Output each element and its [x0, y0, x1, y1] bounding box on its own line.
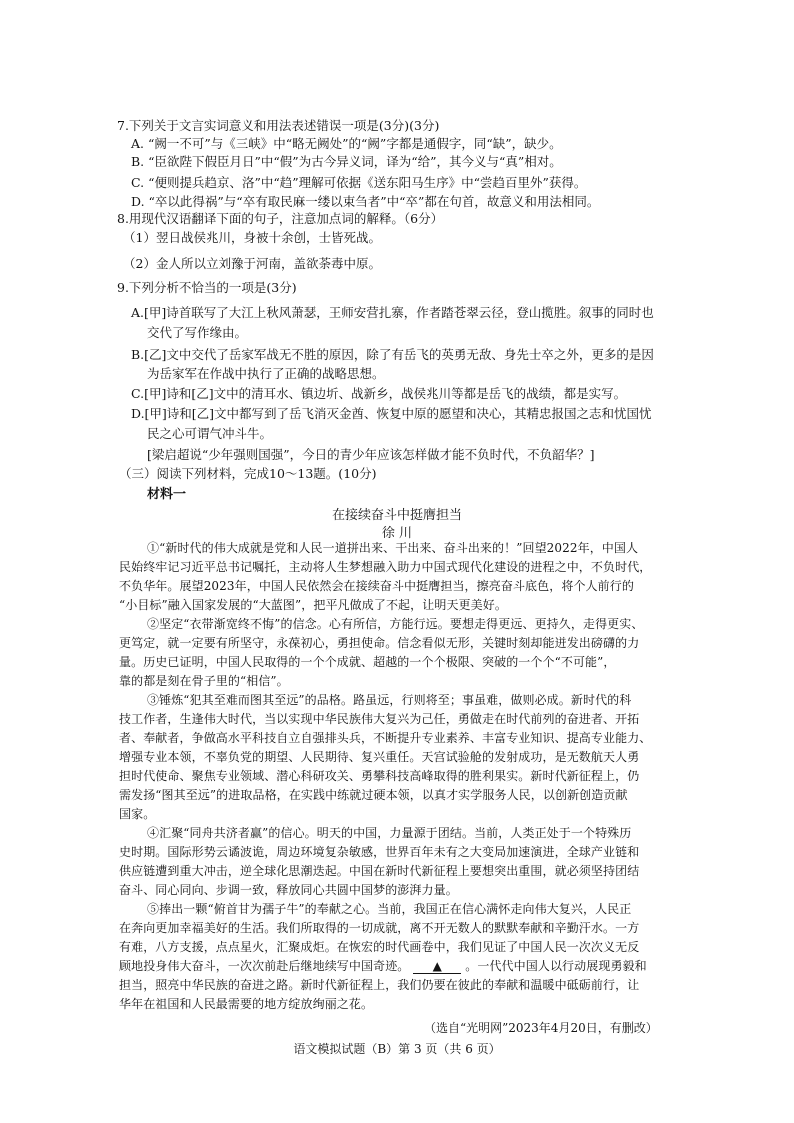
article-line: 。一代代中国人以行动展现勇毅和	[465, 959, 647, 973]
article-line: “小目标”融入国家发展的“大蓝图”，把平凡做成了不起，让明天更美好。	[119, 598, 507, 612]
question-7-option-c: C. “便则提兵趋京、洛”中“趋”理解可依据《送东阳马生序》中“尝趋百里外”获得。	[131, 175, 587, 190]
article-line: ②坚定“衣带渐宽终不悔”的信念。心有所信，方能行远。要想走得更远、更持久，走得更实、	[147, 617, 644, 631]
part-three-heading: （三）阅读下列材料，完成10～13题。(10分)	[119, 466, 377, 481]
article-line: 华年在祖国和人民最需要的地方绽放绚丽之花。	[119, 997, 374, 1011]
article-line: 担时代使命、聚焦专业领域、潜心科研攻关、勇攀科技高峰取得的胜利果实。新时代新征程上，仍	[119, 769, 640, 783]
question-9-option-c: C.[甲]诗和[乙]文中的清耳水、镇边圻、战新乡，战侯兆川等都是岳飞的战绩，都是实写。	[131, 386, 627, 401]
article-line: 史时期。国际形势云谲波诡，周边环境复杂敏感，世界百年未有之大变局加速演进，全球产业链和	[119, 845, 640, 859]
article-line: 供应链遭到重大冲击，逆全球化思潮迭起。中国在新时代新征程上要想突出重围，就必须坚持团结	[119, 864, 640, 878]
article-line: 靠的都是刻在骨子里的“相信”。	[119, 674, 289, 688]
page-footer: 语文模拟试题（B）第 3 页（共 6 页）	[293, 1042, 501, 1056]
article-line: 需发扬“图其至远”的进取品格，在实践中练就过硬本领，以真才实学服务人民，以创新创造贡献	[119, 788, 628, 802]
article-line: ④汇聚“同舟共济者赢”的信心。明天的中国，力量源于团结。当前，人类正处于一个特殊历	[147, 826, 632, 840]
writing-prompt: [梁启超说“少年强则国强”，今日的青少年应该怎样做才能不负时代，不负韶华？]	[147, 447, 595, 462]
question-7-option-a: A. “阙一不可”与《三峡》中“略无阙处”的“阙”字都是通假字，同“缺”，缺少。	[131, 136, 562, 151]
article-line: 技工作者，生逢伟大时代，当以实现中华民族伟大复兴为己任，勇做走在时代前列的奋进者、开拓	[119, 712, 640, 726]
question-9-option-a-line1: A.[甲]诗首联写了大江上秋风萧瑟，王师安营扎寨，作者踏苍翠云径，登山揽胜。叙事的同时也	[131, 305, 654, 320]
question-9-option-b-line2: 为岳家军在作战中执行了正确的战略思想。	[147, 366, 385, 381]
article-line-with-blank	[119, 958, 647, 974]
article-title: 在接续奋斗中挺膺担当	[331, 508, 462, 523]
answer-blank: ▲	[413, 959, 461, 974]
article-line: 不负华年。展望2023年，中国人民依然会在接续奋斗中挺膺担当，擦亮奋斗底色，将个人前行的	[119, 579, 634, 593]
article-line: 量。历史已证明，中国人民取得的一个个成就、超越的一个个极限、突破的一个个“不可能”，	[119, 655, 616, 669]
article-line: 国家。	[119, 807, 156, 821]
article-line: 在奔向更加幸福美好的生活。我们所取得的一切成就，离不开无数人的默默奉献和辛勤汗水。一方	[119, 921, 640, 935]
question-7-option-d: D. “卒以此得祸”与“卒有取民麻一缕以束刍者”中“卒”都在句首，故意义和用法相同。	[131, 194, 600, 209]
question-8-sentence-2: （2）金人所以立刘豫于河南，盖欲荼毒中原。	[123, 256, 381, 271]
article-line: ⑤捧出一颗“俯首甘为孺子牛”的奉献之心。当前，我国正在信心满怀走向伟大复兴，人民正	[147, 902, 632, 916]
article-line: 顾地投身伟大奋斗，一次次前赴后继地续写中国奇迹。	[119, 959, 410, 973]
question-8-sentence-1: （1）翌日战侯兆川，身被十余创，士皆死战。	[123, 230, 381, 245]
article-author: 徐 川	[381, 526, 413, 541]
question-9-option-d-line2: 民之心可谓气冲斗牛。	[147, 426, 273, 441]
material-label: 材料一	[147, 487, 187, 502]
article-line: 者、奉献者，争做高水平科技自立自强排头兵，不断提升专业素养、丰富专业知识、提高专业能力、	[119, 731, 652, 745]
article-line: 奋斗、同心同向、步调一致，释放同心共圆中国梦的澎湃力量。	[119, 883, 458, 897]
article-line: 担当，照亮中华民族的奋进之路。新时代新征程上，我们仍要在彼此的奉献和温暖中砥砺前行，让	[119, 978, 640, 992]
question-9-option-b-line1: B.[乙]文中交代了岳家军战无不胜的原因，除了有岳飞的英勇无敌、身先士卒之外，更多的是因	[131, 347, 654, 362]
question-9-stem: 9.下列分析不恰当的一项是(3分)	[117, 280, 297, 295]
article-line: ③锤炼“犯其至难而图其至远”的品格。路虽远，行则将至；事虽难，做则必成。新时代的科	[147, 693, 632, 707]
question-9-option-d-line1: D.[甲]诗和[乙]文中都写到了岳飞消灭金酋、恢复中原的愿望和决心，其精忠报国之志和忧国忧	[131, 406, 652, 421]
article-line: 更笃定，就一定要有所坚守，永葆初心，勇担使命。信念看似无形，关键时刻却能迸发出磅礴的力	[119, 636, 640, 650]
article-line: 有难，八方支援，点点星火，汇聚成炬。在恢宏的时代画卷中，我们见证了中国人民一次次义无反	[119, 940, 640, 954]
question-7-option-b: B. “臣欲陛下假臣月日”中“假”为古今异义词，译为“给”，其今义与“真”相对。	[131, 154, 562, 169]
article-source: （选自“光明网”2023年4月20日，有删改）	[424, 1021, 658, 1035]
question-7-stem: 7.下列关于文言实词意义和用法表述错误一项是(3分)(3分)	[117, 118, 440, 133]
question-9-option-a-line2: 交代了写作缘由。	[147, 325, 248, 340]
article-line: 民始终牢记习近平总书记嘱托，主动将人生梦想融入助力中国式现代化建设的进程之中，不负时代，	[119, 560, 652, 574]
article-line: ①“新时代的伟大成就是党和人民一道拼出来、干出来、奋斗出来的！”回望2022年，中国人	[147, 541, 639, 555]
question-8-stem: 8.用现代汉语翻译下面的句子，注意加点词的解释。（6分）	[117, 211, 444, 226]
article-line: 增强专业本领，不辜负党的期望、人民期待、复兴重任。天宫试验舱的发射成功，是无数航天人勇	[119, 750, 640, 764]
